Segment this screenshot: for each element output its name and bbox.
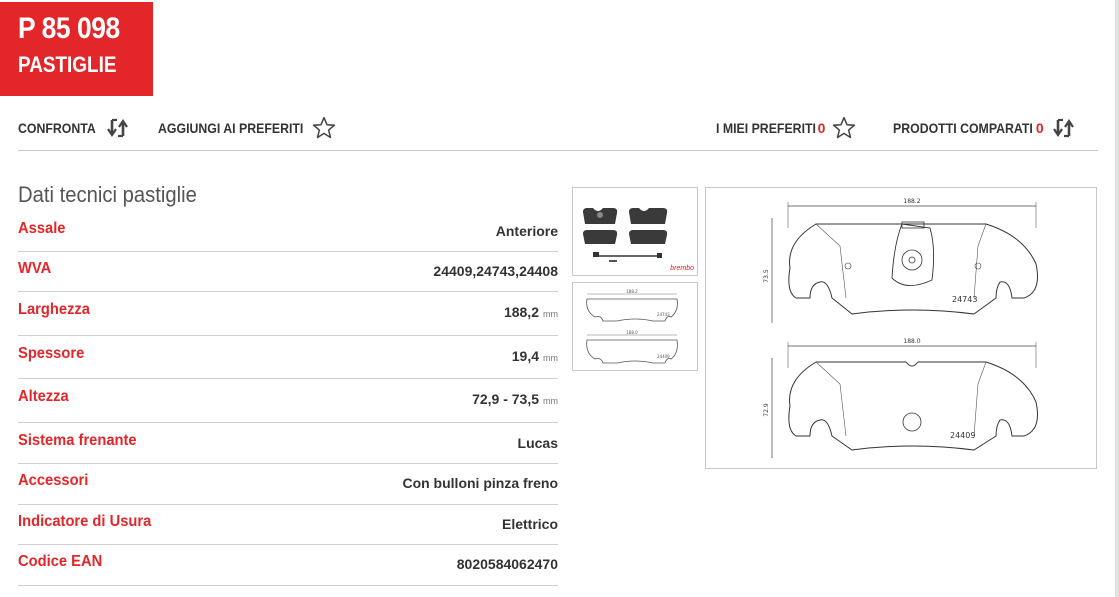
spec-row	[18, 379, 558, 423]
bottom-height-label: 72.9	[763, 403, 770, 417]
bottom-part-number: 24409	[950, 431, 976, 440]
spec-label: Larghezza	[18, 301, 90, 318]
spec-row	[18, 210, 558, 252]
spec-row	[18, 423, 558, 464]
spec-value: Lucas	[517, 435, 558, 451]
product-photo-thumbnail[interactable]	[572, 187, 698, 276]
specs-title: Dati tecnici pastiglie	[18, 182, 197, 207]
svg-text:24409: 24409	[657, 354, 670, 359]
brembo-logo: brembo	[670, 265, 694, 272]
my-favorites-count: 0	[817, 120, 826, 136]
star-outline-icon	[311, 115, 337, 141]
spec-row	[18, 464, 558, 505]
spec-label: Assale	[18, 220, 66, 237]
spec-value: Con bulloni pinza freno	[402, 475, 558, 491]
spec-label: Altezza	[18, 388, 69, 405]
product-category: PASTIGLIE	[18, 52, 117, 77]
spec-value: 188,2 mm	[503, 304, 558, 320]
star-outline-icon	[831, 115, 857, 141]
spec-value: 24409,24743,24408	[433, 263, 558, 279]
spec-value: Anteriore	[495, 223, 558, 239]
spec-value: 8020584062470	[456, 556, 558, 572]
spec-label: Codice EAN	[18, 553, 103, 570]
spec-value: Elettrico	[501, 516, 558, 532]
spec-row	[18, 505, 558, 545]
compare-label: CONFRONTA	[18, 120, 96, 136]
compare-arrows-icon	[1052, 116, 1076, 140]
compare-arrows-icon	[106, 116, 130, 140]
spec-row	[18, 252, 558, 292]
scrollbar[interactable]	[1115, 0, 1119, 597]
technical-drawing	[705, 187, 1097, 469]
svg-text:188.2: 188.2	[626, 289, 638, 294]
add-favorites-label: AGGIUNGI AI PREFERITI	[158, 120, 304, 136]
add-to-favorites-button[interactable]	[158, 115, 337, 141]
specs-table	[18, 210, 558, 586]
compared-products-count: 0	[1035, 120, 1044, 136]
compared-products-label: PRODOTTI COMPARATI	[893, 120, 1033, 136]
spec-value: 72,9 - 73,5 mm	[472, 391, 558, 407]
svg-text:24743: 24743	[657, 312, 670, 317]
bottom-width-label: 188.0	[903, 338, 921, 345]
svg-text:188.0: 188.0	[626, 330, 638, 335]
top-part-number: 24743	[952, 295, 978, 304]
spec-label: Accessori	[18, 472, 89, 489]
spec-row	[18, 336, 558, 379]
top-height-label: 73.5	[763, 269, 770, 283]
product-toolbar	[18, 111, 1098, 151]
spec-value: 19,4 mm	[511, 348, 558, 364]
technical-drawing-thumbnail[interactable]	[572, 282, 698, 371]
my-favorites-link[interactable]	[716, 115, 857, 141]
spec-label: Indicatore di Usura	[18, 513, 152, 530]
my-favorites-label: I MIEI PREFERITI	[716, 120, 816, 136]
spec-row	[18, 292, 558, 336]
compared-products-link[interactable]	[893, 115, 1076, 141]
spec-label: Spessore	[18, 345, 85, 362]
spec-label: Sistema frenante	[18, 432, 137, 449]
product-badge	[0, 2, 153, 96]
spec-row	[18, 545, 558, 586]
compare-button[interactable]	[18, 115, 130, 141]
product-code: P 85 098	[18, 12, 120, 45]
spec-label: WVA	[18, 260, 52, 277]
top-width-label: 188.2	[903, 198, 921, 205]
